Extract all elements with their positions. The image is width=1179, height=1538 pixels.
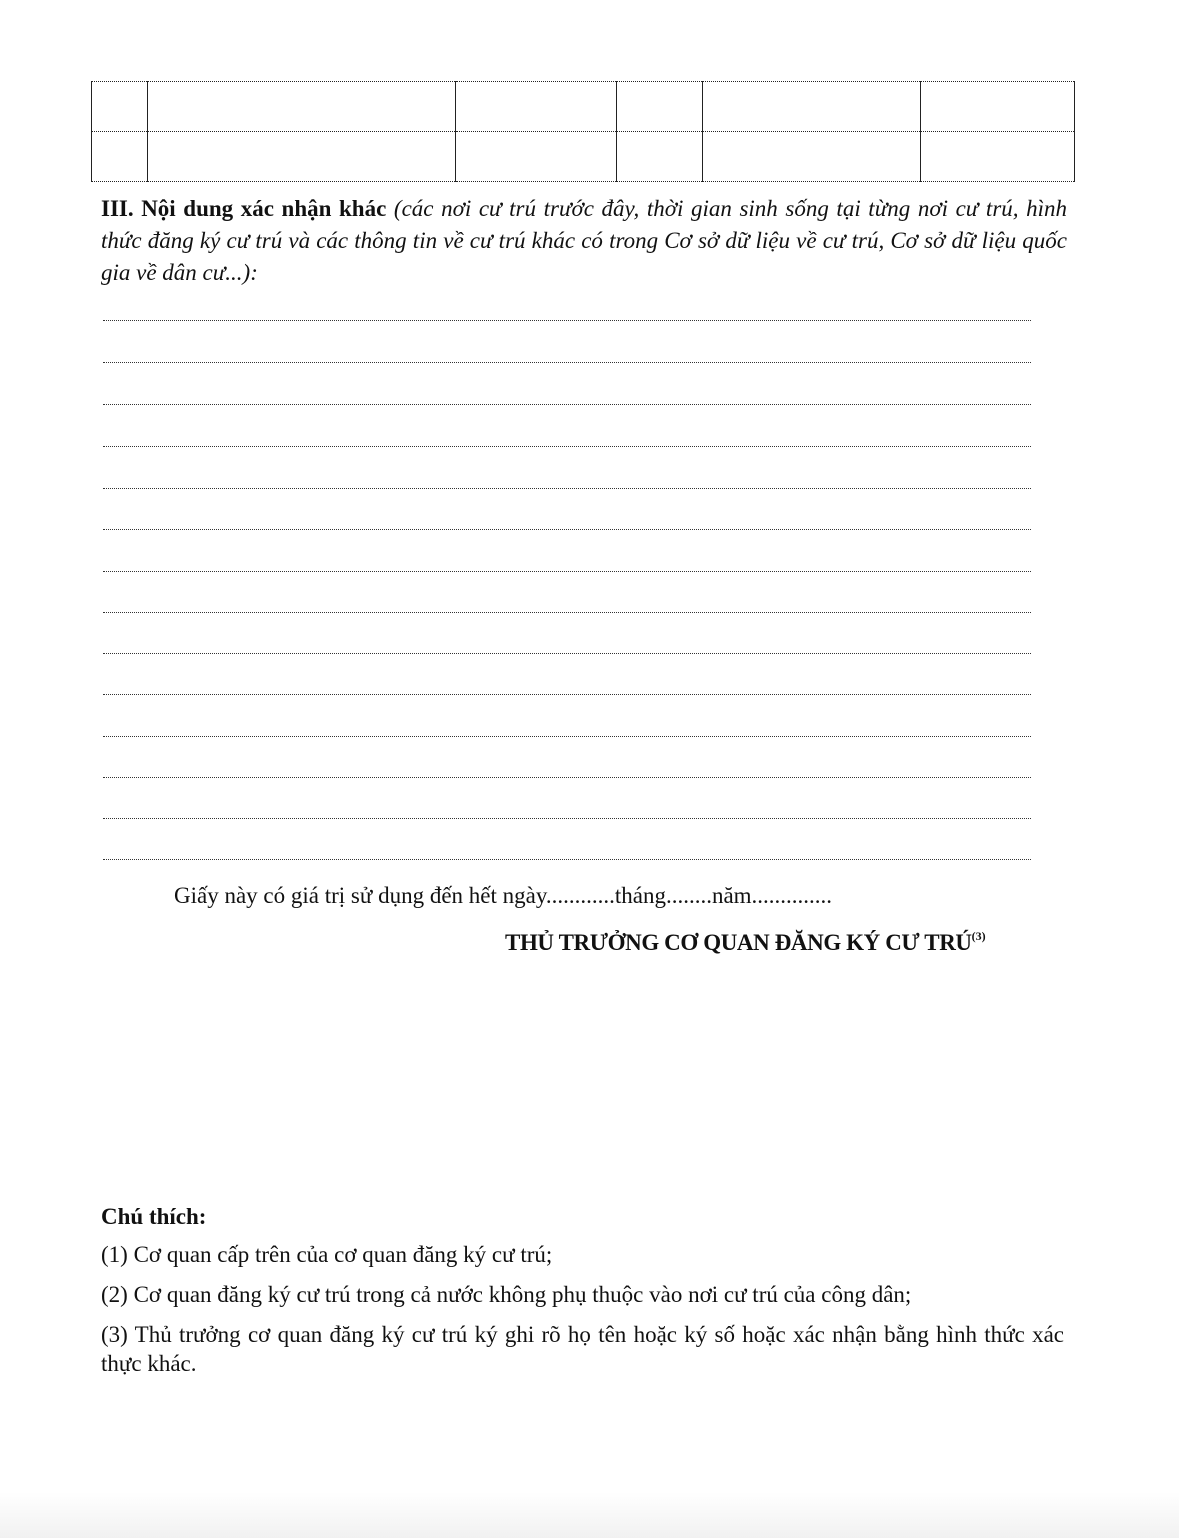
signer-footnote-ref: (3)	[971, 929, 986, 943]
table-cell[interactable]	[456, 82, 617, 132]
fill-in-line[interactable]	[103, 777, 1031, 778]
table-cell[interactable]	[148, 82, 456, 132]
fill-in-line[interactable]	[103, 362, 1031, 363]
table-cell[interactable]	[92, 132, 148, 182]
fill-in-line[interactable]	[103, 446, 1031, 447]
table-cell[interactable]	[703, 82, 921, 132]
fill-in-line[interactable]	[103, 818, 1031, 819]
table-cell[interactable]	[617, 132, 703, 182]
fill-in-line[interactable]	[103, 529, 1031, 530]
note-item-1: (1) Cơ quan cấp trên của cơ quan đăng ký cư trú;	[101, 1242, 553, 1267]
notes-title: Chú thích:	[101, 1204, 207, 1229]
records-table	[91, 81, 1075, 182]
table-cell[interactable]	[617, 82, 703, 132]
signer-title-text: THỦ TRƯỞNG CƠ QUAN ĐĂNG KÝ CƯ TRÚ	[505, 930, 972, 955]
fill-in-line[interactable]	[103, 571, 1031, 572]
note-item-2: (2) Cơ quan đăng ký cư trú trong cả nước không phụ thuộc vào nơi cư trú của công dân;	[101, 1282, 912, 1307]
table-cell[interactable]	[921, 132, 1075, 182]
fill-in-line[interactable]	[103, 859, 1031, 860]
table-row	[92, 132, 1075, 182]
table-cell[interactable]	[148, 132, 456, 182]
section-iii-heading: III. Nội dung xác nhận khác	[101, 196, 387, 221]
fill-in-line[interactable]	[103, 653, 1031, 654]
fill-in-line[interactable]	[103, 736, 1031, 737]
table-row	[92, 82, 1075, 132]
table-cell[interactable]	[92, 82, 148, 132]
fill-in-line[interactable]	[103, 612, 1031, 613]
note-item-3: (3) Thủ trưởng cơ quan đăng ký cư trú ký ghi rõ họ tên hoặc ký số hoặc xác nhận bằng hình thức xác thực khác.	[101, 1322, 1064, 1376]
table-cell[interactable]	[456, 132, 617, 182]
page-bottom-shade	[0, 1492, 1179, 1538]
fill-in-line[interactable]	[103, 694, 1031, 695]
validity-text: Giấy này có giá trị sử dụng đến hết ngày............tháng........năm..............	[174, 883, 833, 908]
table-cell[interactable]	[703, 132, 921, 182]
fill-in-line[interactable]	[103, 320, 1031, 321]
table-cell[interactable]	[921, 82, 1075, 132]
fill-in-line[interactable]	[103, 488, 1031, 489]
fill-in-line[interactable]	[103, 404, 1031, 405]
signer-title	[505, 920, 986, 959]
section-iii-description: (các nơi cư trú trước đây, thời gian sinh sống tại từng nơi cư trú, hình thức đăng ký cư trú và các thông tin về cư trú khác có trong Cơ sở dữ liệu về cư trú, Cơ sở dữ liệu quốc gia về dân cư...):	[101, 196, 1068, 285]
section-iii-paragraph	[101, 193, 1067, 289]
